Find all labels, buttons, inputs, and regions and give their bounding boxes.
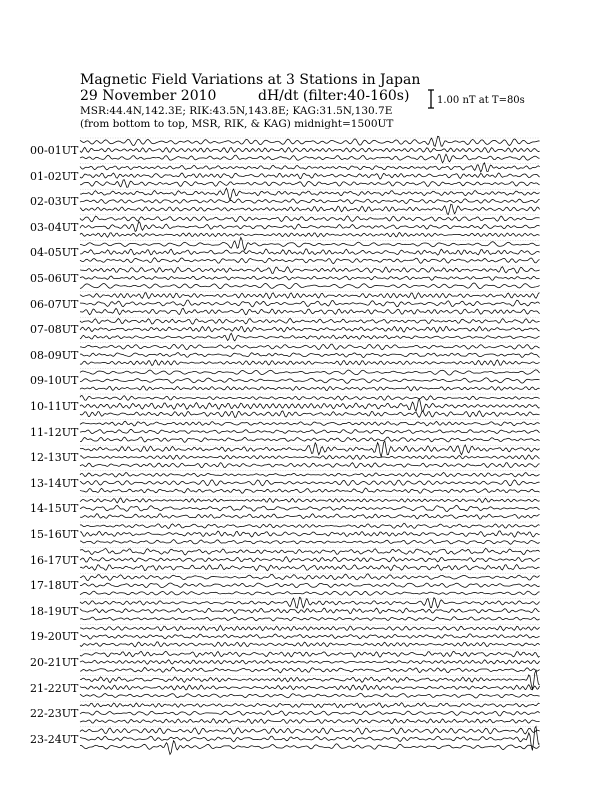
hour-label: 08-09UT: [30, 348, 79, 362]
trace-kag-07-08ut: [80, 318, 540, 324]
hour-label: 05-06UT: [30, 272, 79, 285]
trace-rik-13-14ut: [80, 480, 540, 486]
scale-bar: [428, 90, 434, 108]
trace-kag-05-06ut: [80, 267, 540, 274]
trace-kag-10-11ut: [80, 396, 540, 401]
hour-label: 19-20UT: [30, 630, 79, 644]
trace-rik-05-06ut: [80, 276, 540, 280]
trace-msr-02-03ut: [80, 204, 540, 214]
hour-label: 16-17UT: [30, 553, 79, 567]
hour-label: 22-23UT: [30, 707, 79, 721]
trace-kag-12-13ut: [80, 441, 540, 457]
trace-rik-04-05ut: [80, 249, 540, 255]
hour-label: 20-21UT: [30, 656, 79, 669]
trace-kag-03-04ut: [80, 216, 540, 222]
hour-label: 01-02UT: [30, 169, 79, 183]
trace-kag-02-03ut: [80, 188, 540, 200]
hour-label: 21-22UT: [30, 681, 79, 695]
trace-msr-07-08ut: [80, 333, 540, 341]
hour-label: 10-11UT: [30, 400, 79, 413]
hour-label: 04-05UT: [30, 246, 79, 260]
trace-msr-15-16ut: [80, 540, 540, 545]
trace-msr-18-19ut: [80, 617, 540, 621]
station-order-note: (from bottom to top, MSR, RIK, & KAG) midnight=1500UT: [80, 118, 394, 130]
trace-msr-21-22ut: [80, 693, 540, 698]
trace-msr-10-11ut: [80, 411, 540, 418]
trace-msr-13-14ut: [80, 488, 540, 493]
trace-msr-09-10ut: [80, 386, 540, 391]
trace-kag-16-17ut: [80, 548, 540, 555]
trace-rik-17-18ut: [80, 583, 540, 588]
hour-label: 17-18UT: [30, 579, 79, 593]
trace-msr-06-07ut: [80, 308, 540, 314]
trace-kag-23-24ut: [80, 728, 540, 734]
trace-kag-22-23ut: [80, 703, 540, 708]
trace-kag-15-16ut: [80, 523, 540, 528]
trace-rik-10-11ut: [80, 399, 540, 411]
trace-rik-16-17ut: [80, 557, 540, 562]
hour-label: 06-07UT: [30, 297, 79, 311]
hour-label: 03-04UT: [30, 220, 79, 234]
trace-kag-20-21ut: [80, 651, 540, 657]
trace-rik-01-02ut: [80, 173, 540, 179]
trace-kag-14-15ut: [80, 498, 540, 503]
trace-rik-02-03ut: [80, 199, 540, 204]
station-coordinates: MSR:44.4N,142.3E; RIK:43.5N,143.8E; KAG:31.5N,130.7E: [80, 105, 393, 117]
hour-label: 13-14UT: [30, 476, 79, 490]
trace-kag-01-02ut: [80, 163, 540, 172]
trace-msr-03-04ut: [80, 232, 540, 237]
trace-msr-19-20ut: [80, 642, 540, 647]
trace-msr-05-06ut: [80, 283, 540, 289]
trace-kag-06-07ut: [80, 293, 540, 299]
hour-label: 11-12UT: [30, 425, 79, 439]
trace-msr-11-12ut: [80, 437, 540, 442]
hour-label: 09-10UT: [30, 374, 79, 388]
trace-msr-16-17ut: [80, 564, 540, 570]
trace-rik-11-12ut: [80, 429, 540, 434]
trace-msr-12-13ut: [80, 463, 540, 468]
trace-rik-08-09ut: [80, 353, 540, 358]
hour-label: 23-24UT: [30, 732, 79, 746]
trace-rik-22-23ut: [80, 711, 540, 716]
hour-label: 14-15UT: [30, 502, 79, 516]
hour-label: 07-08UT: [30, 323, 79, 337]
trace-msr-23-24ut: [80, 741, 540, 755]
trace-kag-08-09ut: [80, 344, 540, 350]
trace-rik-18-19ut: [80, 608, 540, 614]
trace-kag-09-10ut: [80, 370, 540, 375]
trace-kag-19-20ut: [80, 626, 540, 631]
trace-rik-00-01ut: [80, 147, 540, 152]
trace-rik-14-15ut: [80, 505, 540, 511]
trace-rik-03-04ut: [80, 221, 540, 231]
chart-title: Magnetic Field Variations at 3 Stations in Japan: [80, 72, 421, 88]
trace-msr-14-15ut: [80, 514, 540, 519]
trace-msr-17-18ut: [80, 591, 540, 595]
trace-rik-12-13ut: [80, 455, 540, 459]
trace-kag-11-12ut: [80, 421, 540, 426]
trace-msr-00-01ut: [80, 154, 540, 163]
trace-msr-08-09ut: [80, 360, 540, 366]
trace-msr-01-02ut: [80, 180, 540, 188]
hour-label: 12-13UT: [30, 451, 79, 465]
trace-rik-09-10ut: [80, 378, 540, 383]
hour-label: 02-03UT: [30, 195, 79, 209]
hour-label: 00-01UT: [30, 144, 79, 157]
trace-rik-21-22ut: [80, 685, 540, 690]
trace-rik-06-07ut: [80, 300, 540, 307]
hour-label: 18-19UT: [30, 604, 79, 618]
scale-label: 1.00 nT at T=80s: [437, 95, 525, 106]
chart-mode: dH/dt (filter:40-160s): [258, 88, 410, 104]
chart-date: 29 November 2010: [80, 88, 217, 104]
hour-label: 15-16UT: [30, 528, 79, 541]
trace-kag-13-14ut: [80, 472, 540, 477]
trace-kag-04-05ut: [80, 237, 540, 250]
trace-msr-20-21ut: [80, 667, 540, 673]
trace-msr-04-05ut: [80, 258, 540, 264]
trace-msr-22-23ut: [80, 719, 540, 724]
trace-rik-15-16ut: [80, 531, 540, 537]
trace-kag-17-18ut: [80, 574, 540, 581]
trace-rik-07-08ut: [80, 326, 540, 332]
trace-rik-19-20ut: [80, 634, 540, 639]
trace-rik-20-21ut: [80, 660, 540, 664]
